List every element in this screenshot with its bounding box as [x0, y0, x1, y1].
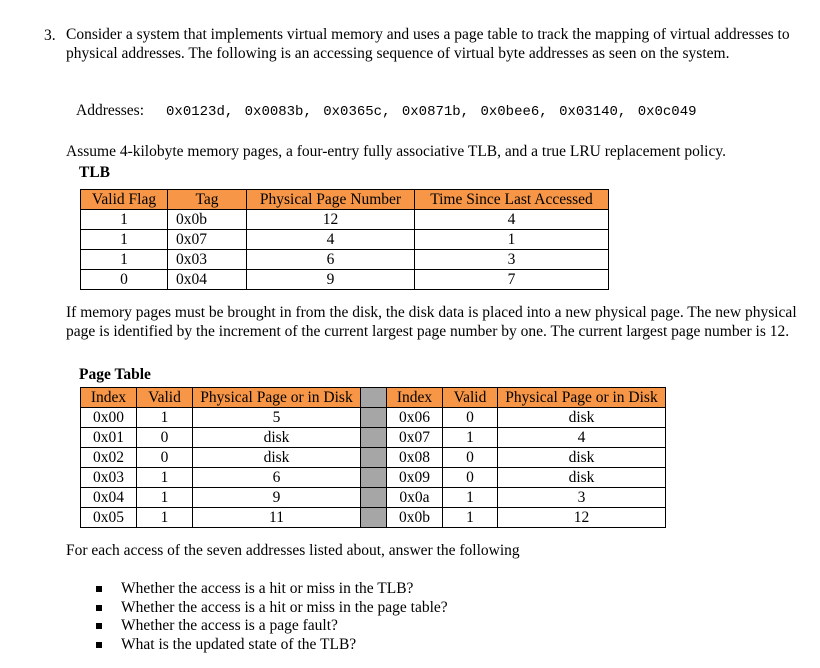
bullet-icon [96, 642, 102, 648]
tlb-row [81, 250, 609, 270]
pt-cell-page: disk [193, 428, 361, 448]
tlb-cell-tag: 0x03 [168, 250, 247, 270]
tlb-cell-valid: 0 [81, 270, 168, 290]
question-bullet-list [96, 580, 448, 654]
tlb-header-tag: Tag [168, 190, 247, 210]
bullet-icon [96, 586, 102, 592]
tlb-header-valid-flag: Valid Flag [81, 190, 168, 210]
bullet-text: Whether the access is a page fault? [121, 617, 338, 634]
tlb-cell-time: 4 [415, 210, 609, 230]
bullet-icon [96, 623, 102, 629]
pt-cell-index: 0x06 [387, 408, 443, 428]
pt-cell-valid: 0 [443, 468, 498, 488]
tlb-cell-ppn: 4 [247, 230, 415, 250]
pt-cell-page: 5 [193, 408, 361, 428]
pt-cell-page: disk [498, 468, 666, 488]
pt-cell-index: 0x0b [387, 508, 443, 528]
pt-cell-index: 0x04 [81, 488, 137, 508]
pt-cell-valid: 0 [137, 448, 193, 468]
pt-header-index: Index [387, 388, 443, 408]
page-table-header-row [81, 388, 666, 408]
pt-cell-index: 0x07 [387, 428, 443, 448]
pt-header-valid: Valid [137, 388, 193, 408]
pt-cell-page: 4 [498, 428, 666, 448]
pt-cell-valid: 1 [443, 428, 498, 448]
pt-cell-valid: 1 [443, 488, 498, 508]
bullet-icon [96, 605, 102, 611]
table-row [81, 468, 666, 488]
tlb-cell-time: 1 [415, 230, 609, 250]
pt-cell-valid: 0 [443, 448, 498, 468]
pt-cell-index: 0x03 [81, 468, 137, 488]
pt-cell-page: 6 [193, 468, 361, 488]
list-item [96, 580, 448, 599]
table-row [81, 448, 666, 468]
pt-cell-valid: 1 [137, 488, 193, 508]
pt-header-valid: Valid [443, 388, 498, 408]
pt-cell-index: 0x02 [81, 448, 137, 468]
tlb-title: TLB [79, 164, 111, 181]
pt-cell-index: 0x00 [81, 408, 137, 428]
list-item [96, 617, 448, 636]
tlb-cell-ppn: 6 [247, 250, 415, 270]
assumption-text: Assume 4-kilobyte memory pages, a four-entry fully associative TLB, and a true LRU replacement policy. [66, 143, 726, 160]
pt-cell-valid: 1 [137, 468, 193, 488]
addresses-list: 0x0123d, 0x0083b, 0x0365c, 0x0871b, 0x0bee6, 0x03140, 0x0c049 [166, 104, 697, 120]
pt-cell-index: 0x05 [81, 508, 137, 528]
pt-separator [361, 408, 387, 428]
pt-cell-valid: 0 [443, 408, 498, 428]
pt-cell-page: 3 [498, 488, 666, 508]
tlb-cell-tag: 0x0b [168, 210, 247, 230]
pt-cell-page: disk [498, 408, 666, 428]
pt-separator [361, 508, 387, 528]
question-text: Consider a system that implements virtual memory and uses a page table to track the mapping of virtual addresses to physical addresses. The following is an accessing sequence of virtual byte addresses as seen on the system. [66, 26, 790, 62]
tlb-cell-valid: 1 [81, 210, 168, 230]
table-row [81, 408, 666, 428]
tlb-header-physical-page-number: Physical Page Number [247, 190, 415, 210]
page-table [80, 387, 666, 528]
pt-cell-page: 9 [193, 488, 361, 508]
bullet-text: Whether the access is a hit or miss in the TLB? [121, 580, 414, 597]
pt-separator [361, 468, 387, 488]
instructions-text: For each access of the seven addresses listed about, answer the following [66, 542, 520, 559]
pt-separator [361, 488, 387, 508]
tlb-table [80, 189, 609, 290]
tlb-cell-time: 3 [415, 250, 609, 270]
pt-cell-valid: 0 [137, 428, 193, 448]
tlb-cell-ppn: 12 [247, 210, 415, 230]
tlb-cell-ppn: 9 [247, 270, 415, 290]
pt-separator [361, 388, 387, 408]
tlb-row [81, 270, 609, 290]
table-row [81, 428, 666, 448]
tlb-cell-valid: 1 [81, 230, 168, 250]
pt-header-physical-page: Physical Page or in Disk [498, 388, 666, 408]
pt-separator [361, 448, 387, 468]
pt-separator [361, 428, 387, 448]
pt-cell-index: 0x09 [387, 468, 443, 488]
pt-cell-index: 0x01 [81, 428, 137, 448]
tlb-header-row [81, 190, 609, 210]
pt-cell-valid: 1 [137, 408, 193, 428]
pt-cell-valid: 1 [137, 508, 193, 528]
tlb-row [81, 230, 609, 250]
bullet-text: What is the updated state of the TLB? [121, 635, 357, 653]
tlb-header-time-since-last-accessed: Time Since Last Accessed [415, 190, 609, 210]
pt-cell-index: 0x08 [387, 448, 443, 468]
pt-header-physical-page: Physical Page or in Disk [193, 388, 361, 408]
tlb-row [81, 210, 609, 230]
tlb-cell-valid: 1 [81, 250, 168, 270]
page-allocation-note: If memory pages must be brought in from the disk, the disk data is placed into a new physical page. The new physical page is identified by the increment of the current largest page number by one. The current largest page number is 12. [66, 304, 797, 340]
list-item [96, 599, 448, 618]
question-number: 3. [44, 27, 56, 44]
list-item [96, 636, 448, 655]
pt-cell-page: 12 [498, 508, 666, 528]
bullet-text: Whether the access is a hit or miss in the page table? [121, 598, 448, 616]
pt-cell-valid: 1 [443, 508, 498, 528]
pt-cell-index: 0x0a [387, 488, 443, 508]
pt-header-index: Index [81, 388, 137, 408]
table-row [81, 508, 666, 528]
addresses-label: Addresses: [76, 102, 145, 119]
pt-cell-page: disk [498, 448, 666, 468]
tlb-cell-time: 7 [415, 270, 609, 290]
page-table-title: Page Table [79, 366, 151, 383]
pt-cell-page: 11 [193, 508, 361, 528]
tlb-cell-tag: 0x07 [168, 230, 247, 250]
table-row [81, 488, 666, 508]
tlb-cell-tag: 0x04 [168, 270, 247, 290]
pt-cell-page: disk [193, 448, 361, 468]
addresses-line [76, 102, 697, 120]
